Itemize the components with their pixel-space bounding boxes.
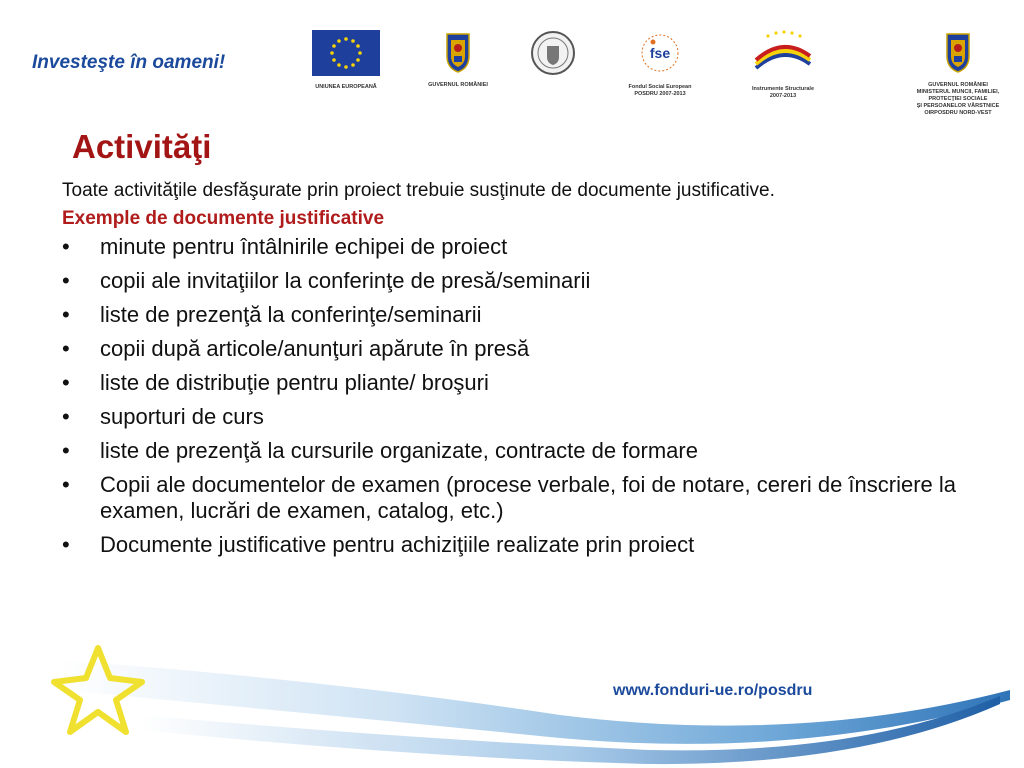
seal-logo: [525, 30, 581, 81]
list-item: [62, 532, 962, 558]
list-item: [62, 370, 962, 396]
list-item: [62, 302, 962, 328]
round-seal-icon: [530, 30, 576, 76]
bullet-icon: •: [62, 336, 70, 361]
svg-text:fse: fse: [649, 45, 671, 61]
list-item-text: Copii ale documentelor de examen (procese verbale, foi de notare, cereri de înscriere la examen, lucrări de examen, catalog, etc.): [100, 472, 957, 523]
fse-logo: [620, 30, 700, 98]
bullet-icon: •: [62, 302, 70, 327]
fse-caption-line1: Fondul Social European: [628, 84, 692, 90]
ministry-caption-line2: MINISTERUL MUNCII, FAMILIEI,: [916, 89, 1000, 95]
list-item: [62, 472, 962, 524]
bullet-icon: •: [62, 234, 70, 259]
structural-instruments-icon: [748, 28, 818, 78]
government-caption: GUVERNUL ROMÂNIEI: [428, 82, 488, 88]
list-item-text: copii după articole/anunţuri apărute în presă: [100, 336, 530, 361]
slide-title: Activităţi: [72, 128, 212, 165]
romania-crest-icon: [941, 30, 975, 74]
intro-text: Toate activităţile desfăşurate prin proiect trebuie susţinute de documente justificative.: [62, 180, 775, 201]
list-item-text: liste de distribuţie pentru pliante/ broşuri: [100, 370, 489, 395]
list-item-text: Documente justificative pentru achiziţiile realizate prin proiect: [100, 532, 695, 557]
subheading: Exemple de documente justificative: [62, 208, 385, 229]
ministry-caption-line4: ŞI PERSOANELOR VÂRSTNICE: [916, 103, 1000, 109]
bullet-icon: •: [62, 268, 70, 293]
header-bar: [0, 0, 1024, 120]
fse-logo-icon: [632, 30, 688, 76]
list-item-text: liste de prezenţă la conferinţe/seminarii: [100, 302, 482, 327]
structural-instruments-logo: [738, 28, 828, 100]
footer-swoosh: [0, 620, 1024, 768]
bullet-icon: •: [62, 438, 70, 463]
fse-caption-line2: POSDRU 2007-2013: [634, 91, 686, 97]
government-logo: [418, 30, 498, 89]
ministry-caption-line5: OIRPOSDRU NORD-VEST: [924, 110, 992, 116]
bullet-icon: •: [62, 370, 70, 395]
list-item: [62, 234, 962, 260]
is-caption-line1: Instrumente Structurale: [751, 86, 815, 92]
ministry-caption-line3: PROTECŢIEI SOCIALE: [928, 96, 988, 102]
eu-caption: UNIUNEA EUROPEANĂ: [315, 84, 377, 90]
bullet-icon: •: [62, 532, 70, 557]
list-item-text: suporturi de curs: [100, 404, 264, 429]
document-list: [62, 234, 962, 558]
ministry-logo: [898, 30, 1018, 117]
motto-text: Investeşte în oameni!: [32, 52, 226, 73]
list-item: [62, 404, 962, 430]
list-item-text: minute pentru întâlnirile echipei de proiect: [100, 234, 508, 259]
list-item-text: copii ale invitaţiilor la conferinţe de presă/seminarii: [100, 268, 591, 293]
bullet-icon: •: [62, 472, 70, 497]
eu-logo: [306, 30, 386, 91]
list-item: [62, 268, 962, 294]
website-link[interactable]: www.fonduri-ue.ro/posdru: [613, 682, 813, 699]
list-item: [62, 336, 962, 362]
romania-crest-icon: [441, 30, 475, 74]
list-item: [62, 438, 962, 464]
slide-content: [62, 180, 962, 566]
list-item-text: liste de prezenţă la cursurile organizate, contracte de formare: [100, 438, 698, 463]
bullet-icon: •: [62, 404, 70, 429]
eu-flag-icon: [312, 30, 380, 76]
ministry-caption-line1: GUVERNUL ROMÂNIEI: [928, 82, 988, 88]
is-caption-line2: 2007-2013: [769, 93, 797, 99]
